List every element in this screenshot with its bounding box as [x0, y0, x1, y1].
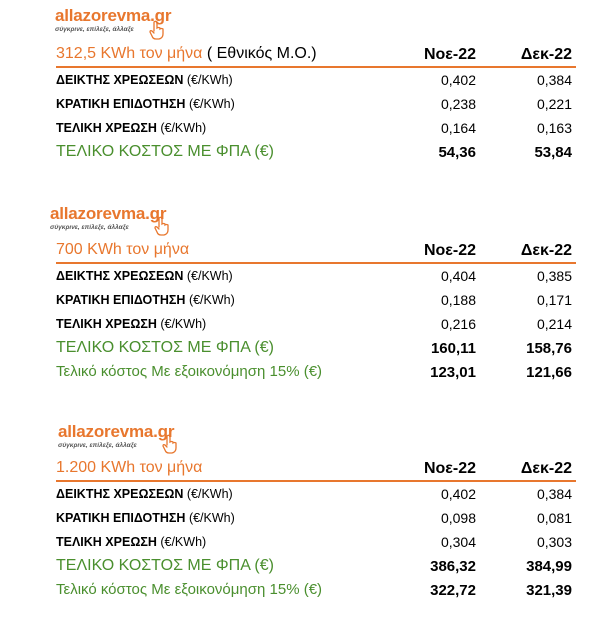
pointer-hand-icon — [162, 434, 178, 454]
value-dec: 0,385 — [536, 268, 572, 284]
row-label: ΚΡΑΤΙΚΗ ΕΠΙΔΟΤΗΣΗ (€/KWh) — [56, 293, 235, 307]
table-row — [56, 508, 576, 530]
consumption-subtitle: ( Εθνικός Μ.Ο.) — [206, 45, 317, 62]
savings-dec: 321,39 — [526, 582, 572, 599]
pointer-hand-icon — [149, 20, 165, 40]
row-label: ΔΕΙΚΤΗΣ ΧΡΕΩΣΕΩΝ (€/KWh) — [56, 487, 233, 501]
total-row — [56, 142, 576, 164]
table-header — [56, 456, 576, 482]
total-label: ΤΕΛΙΚΟ ΚΟΣΤΟΣ ΜΕ ΦΠΑ (€) — [56, 339, 274, 356]
savings-nov: 322,72 — [430, 582, 476, 599]
savings-row — [56, 580, 576, 602]
row-label: ΤΕΛΙΚΗ ΧΡΕΩΣΗ (€/KWh) — [56, 535, 207, 549]
total-row — [56, 556, 576, 578]
total-label: ΤΕΛΙΚΟ ΚΟΣΤΟΣ ΜΕ ΦΠΑ (€) — [56, 557, 274, 574]
value-dec: 0,221 — [536, 96, 572, 112]
brand-tagline: σύγκρινε, επίλεξε, άλλαξε — [55, 26, 134, 33]
value-nov: 0,238 — [440, 96, 476, 112]
row-label: ΤΕΛΙΚΗ ΧΡΕΩΣΗ (€/KWh) — [56, 121, 207, 135]
pointer-hand-icon — [154, 216, 170, 236]
savings-label: Τελικό κόστος Με εξοικονόμηση 15% (€) — [56, 363, 323, 380]
value-dec: 0,303 — [536, 534, 572, 550]
row-label: ΤΕΛΙΚΗ ΧΡΕΩΣΗ (€/KWh) — [56, 317, 207, 331]
total-nov: 54,36 — [438, 144, 476, 161]
value-dec: 0,214 — [536, 316, 572, 332]
consumption-title: 1.200 KWh τον μήνα — [56, 459, 203, 476]
row-label: ΚΡΑΤΙΚΗ ΕΠΙΔΟΤΗΣΗ (€/KWh) — [56, 97, 235, 111]
value-dec: 0,163 — [536, 120, 572, 136]
brand-name: allazorevma.gr — [58, 422, 175, 441]
table-row — [56, 484, 576, 506]
value-nov: 0,098 — [440, 510, 476, 526]
brand-logo — [58, 422, 188, 456]
total-nov: 386,32 — [430, 558, 476, 575]
value-nov: 0,188 — [440, 292, 476, 308]
table-header — [56, 42, 576, 68]
column-header-nov: Νοε-22 — [423, 46, 476, 63]
savings-row — [56, 362, 576, 384]
table-header — [56, 238, 576, 264]
total-row — [56, 338, 576, 360]
total-dec: 53,84 — [534, 144, 572, 161]
column-header-dec: Δεκ-22 — [520, 242, 572, 259]
table-row — [56, 70, 576, 92]
value-nov: 0,402 — [440, 486, 476, 502]
savings-label: Τελικό κόστος Με εξοικονόμηση 15% (€) — [56, 581, 323, 598]
value-nov: 0,216 — [440, 316, 476, 332]
brand-tagline: σύγκρινε, επίλεξε, άλλαξε — [50, 224, 129, 231]
column-header-dec: Δεκ-22 — [520, 46, 572, 63]
column-header-nov: Νοε-22 — [423, 460, 476, 477]
table-row — [56, 266, 576, 288]
value-nov: 0,402 — [440, 72, 476, 88]
value-dec: 0,081 — [536, 510, 572, 526]
total-label: ΤΕΛΙΚΟ ΚΟΣΤΟΣ ΜΕ ΦΠΑ (€) — [56, 143, 274, 160]
table-row — [56, 118, 576, 140]
brand-tagline: σύγκρινε, επίλεξε, άλλαξε — [58, 442, 137, 449]
value-dec: 0,384 — [536, 72, 572, 88]
brand-logo — [50, 204, 180, 238]
value-dec: 0,384 — [536, 486, 572, 502]
row-label: ΔΕΙΚΤΗΣ ΧΡΕΩΣΕΩΝ (€/KWh) — [56, 73, 233, 87]
value-nov: 0,304 — [440, 534, 476, 550]
column-header-nov: Νοε-22 — [423, 242, 476, 259]
total-dec: 384,99 — [526, 558, 572, 575]
consumption-title: 312,5 KWh τον μήνα ( Εθνικός Μ.Ο.) — [56, 45, 317, 62]
table-row — [56, 314, 576, 336]
value-dec: 0,171 — [536, 292, 572, 308]
value-nov: 0,164 — [440, 120, 476, 136]
table-row — [56, 290, 576, 312]
table-row — [56, 94, 576, 116]
total-dec: 158,76 — [526, 340, 572, 357]
savings-dec: 121,66 — [526, 364, 572, 381]
row-label: ΚΡΑΤΙΚΗ ΕΠΙΔΟΤΗΣΗ (€/KWh) — [56, 511, 235, 525]
consumption-title: 700 KWh τον μήνα — [56, 241, 190, 258]
brand-name: allazorevma.gr — [50, 204, 167, 223]
table-row — [56, 532, 576, 554]
row-label: ΔΕΙΚΤΗΣ ΧΡΕΩΣΕΩΝ (€/KWh) — [56, 269, 233, 283]
column-header-dec: Δεκ-22 — [520, 460, 572, 477]
savings-nov: 123,01 — [430, 364, 476, 381]
brand-logo — [55, 6, 172, 40]
total-nov: 160,11 — [430, 340, 476, 357]
value-nov: 0,404 — [440, 268, 476, 284]
brand-name: allazorevma.gr — [55, 6, 172, 25]
